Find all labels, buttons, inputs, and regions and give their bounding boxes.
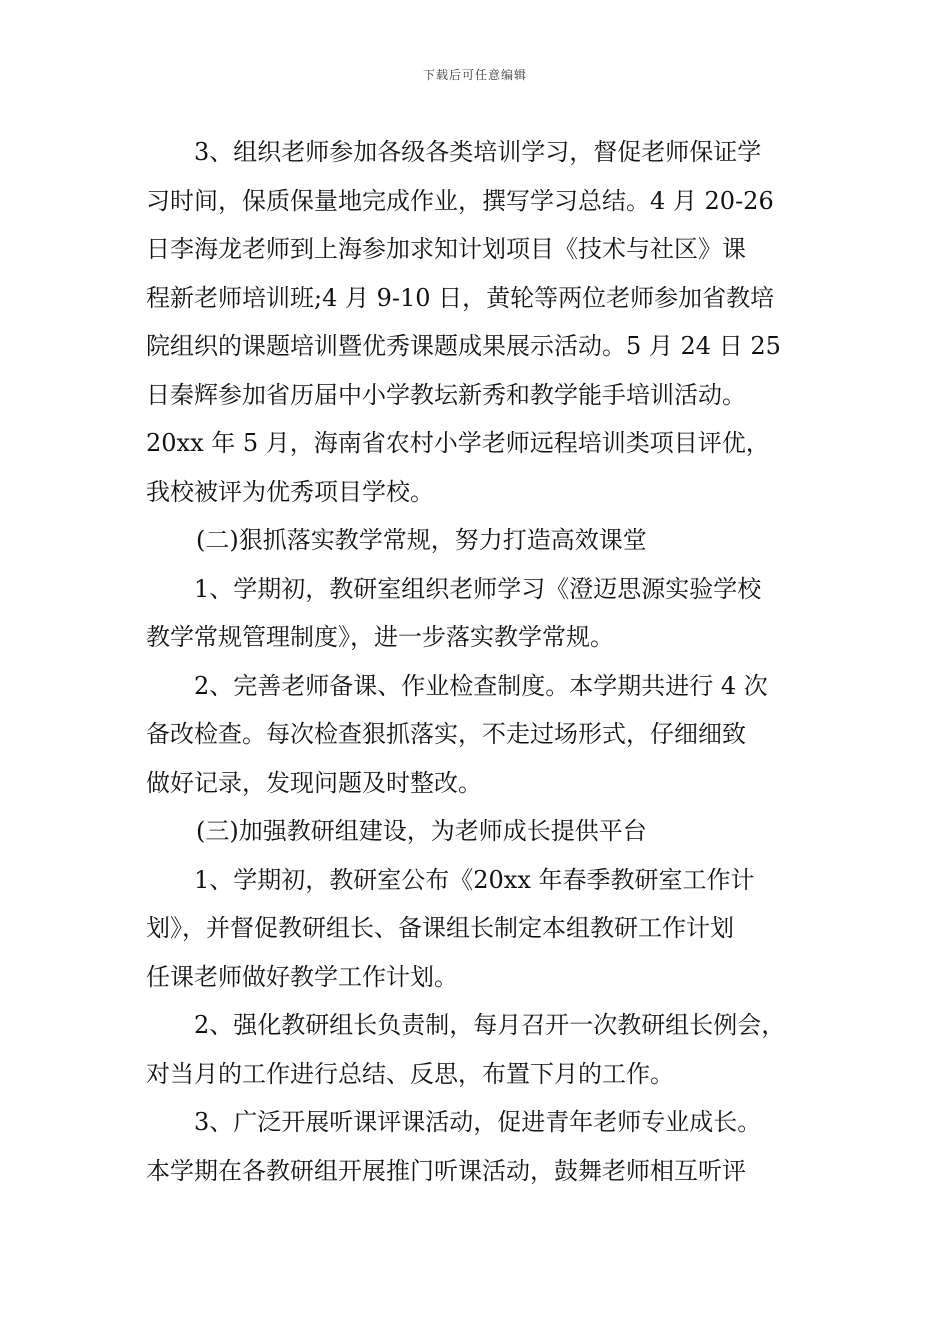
section-heading: (二)狠抓落实教学常规，努力打造高效课堂 xyxy=(196,526,647,554)
paragraph-line: 院组织的课题培训暨优秀课题成果展示活动。5 月 24 日 25 xyxy=(146,332,781,360)
paragraph-line: 2、强化教研组长负责制，每月召开一次教研组长例会， xyxy=(194,1011,786,1039)
paragraph-line: 划》，并督促教研组长、备课组长制定本组教研工作计划 xyxy=(146,914,734,942)
document-body xyxy=(146,128,826,1195)
paragraph-line: 2、完善老师备课、作业检查制度。本学期共进行 4 次 xyxy=(194,671,768,700)
page-header-note: 下载后可任意编辑 xyxy=(422,68,527,82)
paragraph-line: 做好记录，发现问题及时整改。 xyxy=(146,768,482,797)
paragraph-line: 教学常规管理制度》，进一步落实教学常规。 xyxy=(146,623,614,651)
paragraph-line: 习时间，保质保量地完成作业，撰写学习总结。4 月 20-26 xyxy=(146,186,774,215)
paragraph-line: 20xx 年 5 月，海南省农村小学老师远程培训类项目评优， xyxy=(146,429,770,457)
paragraph-line: 任课老师做好教学工作计划。 xyxy=(146,962,458,991)
paragraph-line: 1、学期初，教研室公布《20xx 年春季教研室工作计 xyxy=(194,865,755,894)
paragraph-line: 对当月的工作进行总结、反思，布置下月的工作。 xyxy=(146,1059,674,1088)
paragraph-line: 程新老师培训班;4 月 9-10 日，黄轮等两位老师参加省教培 xyxy=(146,283,775,312)
paragraph-line: 1、学期初，教研室组织老师学习《澄迈思源实验学校 xyxy=(194,574,762,603)
paragraph-line: 本学期在各教研组开展推门听课活动，鼓舞老师相互听评 xyxy=(146,1156,746,1185)
paragraph-line: 备改检查。每次检查狠抓落实，不走过场形式，仔细细致 xyxy=(146,720,746,748)
paragraph-line: 3、广泛开展听课评课活动，促进青年老师专业成长。 xyxy=(194,1108,762,1136)
paragraph-line: 3、组织老师参加各级各类培训学习，督促老师保证学 xyxy=(194,138,762,166)
section-heading: (三)加强教研组建设，为老师成长提供平台 xyxy=(196,817,647,845)
paragraph-line: 日秦辉参加省历届中小学教坛新秀和教学能手培训活动。 xyxy=(146,380,746,409)
paragraph-line: 我校被评为优秀项目学校。 xyxy=(146,477,434,506)
paragraph-line: 日李海龙老师到上海参加求知计划项目《技术与社区》课 xyxy=(146,235,746,263)
